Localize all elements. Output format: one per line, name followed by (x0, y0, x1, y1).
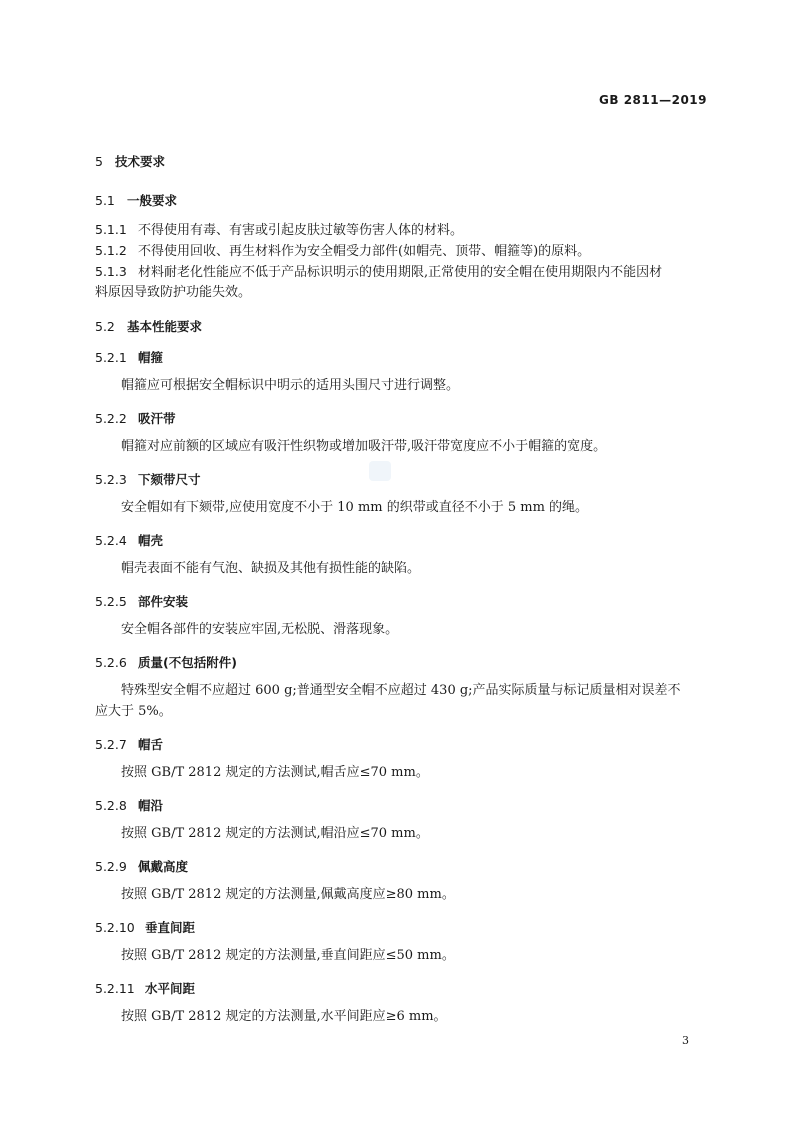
clause-5-1-2 (95, 240, 709, 262)
subsection-title: 水平间距 (145, 981, 196, 996)
subsection-body: 按照 GB/T 2812 规定的方法测试,帽舌应≤70 mm。 (121, 765, 429, 780)
subsection-body: 安全帽各部件的安装应牢固,无松脱、滑落现象。 (121, 622, 399, 637)
subsection-body: 帽箍对应前额的区域应有吸汗性织物或增加吸汗带,吸汗带宽度应不小于帽箍的宽度。 (121, 439, 607, 454)
subsection-body: 帽箍应可根据安全帽标识中明示的适用头围尺寸进行调整。 (121, 378, 460, 393)
section-title: 技术要求 (115, 154, 166, 169)
clause-5-1-3 (95, 261, 709, 283)
subsection-body: 安全帽如有下颏带,应使用宽度不小于 10 mm 的织带或直径不小于 5 mm 的绳。 (121, 500, 589, 515)
subsection-heading (95, 796, 163, 814)
subsection-title: 下颏带尺寸 (138, 472, 201, 487)
subsection-number: 5.2.2 (95, 411, 127, 426)
subsection-title: 帽舌 (138, 737, 164, 752)
subsection-heading (95, 979, 195, 997)
subsection-body: 帽壳表面不能有气泡、缺损及其他有损性能的缺陷。 (121, 561, 421, 576)
clause-number: 5.1.2 (95, 243, 127, 258)
standard-code: GB 2811—2019 (599, 93, 707, 107)
section-title: 一般要求 (127, 193, 178, 208)
subsection-body: 按照 GB/T 2812 规定的方法测量,垂直间距应≤50 mm。 (121, 948, 455, 963)
subsection-heading (95, 918, 195, 936)
subsection-number: 5.2.7 (95, 737, 127, 752)
subsection-heading (95, 857, 188, 875)
subsection-body-line1: 特殊型安全帽不应超过 600 g;普通型安全帽不应超过 430 g;产品实际质量与标记质量相对误差不 (121, 683, 681, 698)
subsection-number: 5.2.9 (95, 859, 127, 874)
section-heading (95, 317, 202, 335)
subsection-title: 吸汗带 (138, 411, 176, 426)
subsection-title: 佩戴高度 (138, 859, 189, 874)
subsection-body: 按照 GB/T 2812 规定的方法测量,佩戴高度应≥80 mm。 (121, 887, 455, 902)
clause-text: 不得使用有毒、有害或引起皮肤过敏等伤害人体的材料。 (138, 223, 464, 238)
subsection-number: 5.2.8 (95, 798, 127, 813)
section-heading (95, 152, 165, 170)
subsection-body: 按照 GB/T 2812 规定的方法测试,帽沿应≤70 mm。 (121, 826, 429, 841)
subsection-number: 5.2.6 (95, 655, 127, 670)
subsection-heading (95, 470, 201, 488)
subsection-body-line2: 应大于 5%。 (95, 704, 172, 719)
subsection-number: 5.2.3 (95, 472, 127, 487)
section-number: 5.1 (95, 193, 115, 208)
subsection-title: 帽沿 (138, 798, 164, 813)
subsection-heading (95, 592, 188, 610)
subsection-number: 5.2.10 (95, 920, 135, 935)
subsection-title: 垂直间距 (145, 920, 196, 935)
clause-5-1-3-continued (95, 282, 709, 303)
subsection-heading (95, 735, 163, 753)
clause-text: 不得使用回收、再生材料作为安全帽受力部件(如帽壳、顶带、帽箍等)的原料。 (138, 244, 591, 259)
subsection-number: 5.2.5 (95, 594, 127, 609)
subsection-title: 部件安装 (138, 594, 189, 609)
subsection-heading (95, 348, 163, 366)
subsection-heading (95, 653, 237, 671)
section-heading (95, 191, 177, 209)
clause-text-line1: 材料耐老化性能应不低于产品标识明示的使用期限,正常使用的安全帽在使用期限内不能因材 (138, 265, 663, 280)
section-number: 5.2 (95, 319, 115, 334)
subsection-number: 5.2.11 (95, 981, 135, 996)
subsection-heading (95, 531, 163, 549)
subsection-number: 5.2.4 (95, 533, 127, 548)
subsection-title: 质量(不包括附件) (138, 655, 237, 670)
subsection-heading (95, 409, 176, 427)
subsection-body: 按照 GB/T 2812 规定的方法测量,水平间距应≥6 mm。 (121, 1009, 447, 1024)
watermark-logo (369, 461, 391, 481)
clause-number: 5.1.3 (95, 264, 127, 279)
clause-text-line2: 料原因导致防护功能失效。 (95, 285, 252, 300)
page-number: 3 (682, 1034, 689, 1047)
subsection-title: 帽壳 (138, 533, 164, 548)
section-number: 5 (95, 154, 103, 169)
clause-number: 5.1.1 (95, 222, 127, 237)
subsection-number: 5.2.1 (95, 350, 127, 365)
section-title: 基本性能要求 (127, 319, 203, 334)
subsection-title: 帽箍 (138, 350, 164, 365)
clause-5-1-1 (95, 219, 709, 241)
